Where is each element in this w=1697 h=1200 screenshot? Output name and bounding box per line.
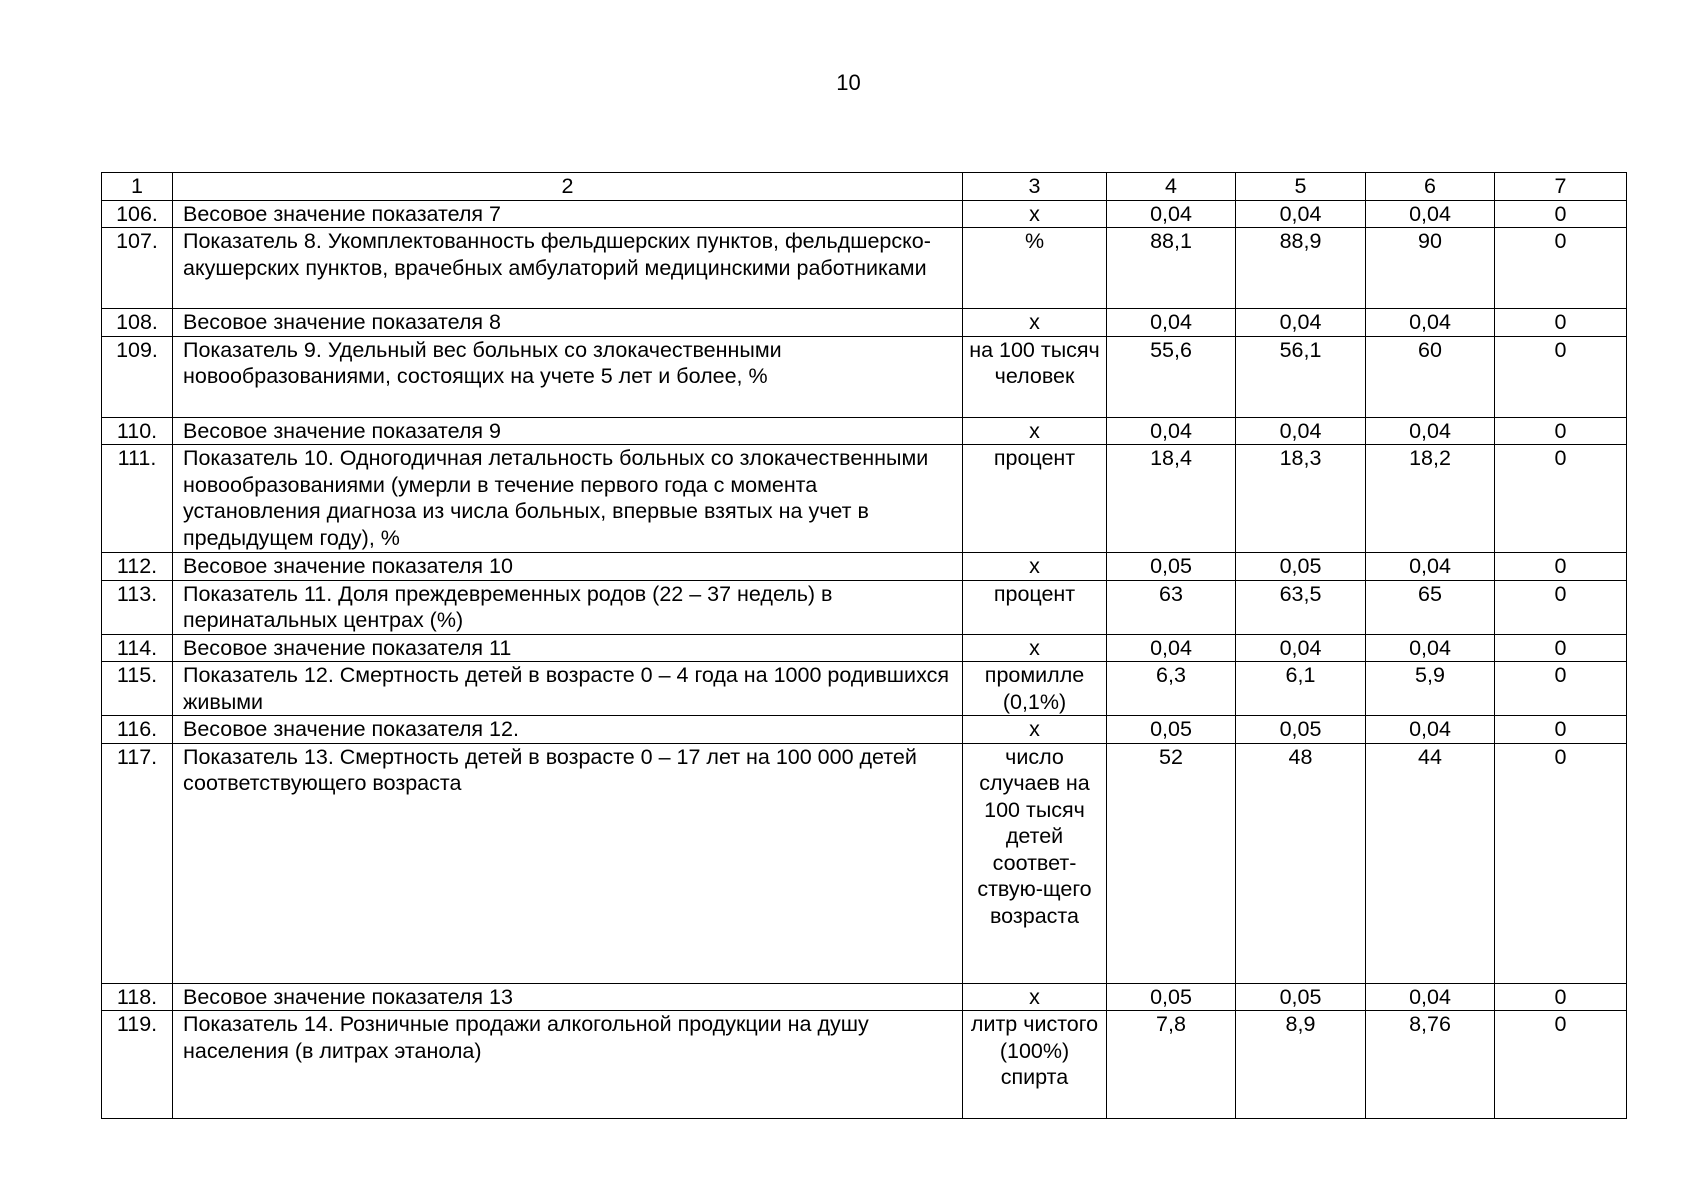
header-cell: 2: [173, 173, 963, 201]
value-col5: 6,1: [1236, 662, 1366, 716]
value-col6: 0,04: [1366, 309, 1495, 337]
value-col5: 0,04: [1236, 417, 1366, 445]
header-row: [102, 173, 1627, 201]
table-row: [102, 309, 1627, 337]
unit: литр чистого (100%) спирта: [963, 1011, 1107, 1119]
header-cell: 3: [963, 173, 1107, 201]
value-col4: 0,04: [1107, 417, 1236, 445]
row-number: 119.: [102, 1011, 173, 1119]
row-number: 113.: [102, 580, 173, 634]
value-col5: 18,3: [1236, 445, 1366, 553]
row-number: 108.: [102, 309, 173, 337]
indicator-name: Весовое значение показателя 9: [173, 417, 963, 445]
indicator-name: Весовое значение показателя 11: [173, 634, 963, 662]
value-col6: 18,2: [1366, 445, 1495, 553]
row-number: 109.: [102, 336, 173, 417]
value-col6: 0,04: [1366, 634, 1495, 662]
value-col4: 88,1: [1107, 228, 1236, 309]
value-col7: 0: [1495, 309, 1627, 337]
value-col5: 0,05: [1236, 716, 1366, 744]
row-number: 117.: [102, 743, 173, 983]
value-col6: 8,76: [1366, 1011, 1495, 1119]
value-col6: 0,04: [1366, 983, 1495, 1011]
unit: х: [963, 983, 1107, 1011]
indicator-name: Весовое значение показателя 13: [173, 983, 963, 1011]
value-col7: 0: [1495, 662, 1627, 716]
value-col5: 0,05: [1236, 983, 1366, 1011]
value-col4: 0,04: [1107, 309, 1236, 337]
value-col4: 63: [1107, 580, 1236, 634]
row-number: 110.: [102, 417, 173, 445]
value-col4: 6,3: [1107, 662, 1236, 716]
row-number: 112.: [102, 553, 173, 581]
table-row: [102, 336, 1627, 417]
indicator-name: Показатель 9. Удельный вес больных со злокачественными новообразованиями, состоящих на учете 5 лет и более, %: [173, 336, 963, 417]
table-row: [102, 743, 1627, 983]
indicator-name: Показатель 10. Одногодичная летальность больных со злокачественными новообразованиями (умерли в течение первого года с момента установления диагноза из числа больных, впервые взятых на учет в предыдущем году), %: [173, 445, 963, 553]
table-row: [102, 417, 1627, 445]
header-cell: 7: [1495, 173, 1627, 201]
value-col6: 44: [1366, 743, 1495, 983]
header-cell: 5: [1236, 173, 1366, 201]
value-col4: 0,05: [1107, 716, 1236, 744]
table-row: [102, 634, 1627, 662]
value-col6: 65: [1366, 580, 1495, 634]
row-number: 116.: [102, 716, 173, 744]
value-col4: 0,05: [1107, 553, 1236, 581]
value-col7: 0: [1495, 445, 1627, 553]
indicator-name: Показатель 8. Укомплектованность фельдшерских пунктов, фельдшерско-акушерских пунктов, врачебных амбулаторий медицинскими работниками: [173, 228, 963, 309]
row-number: 118.: [102, 983, 173, 1011]
value-col6: 0,04: [1366, 553, 1495, 581]
table-row: [102, 662, 1627, 716]
indicator-name: Показатель 13. Смертность детей в возрасте 0 – 17 лет на 100 000 детей соответствующего возраста: [173, 743, 963, 983]
table-row: [102, 553, 1627, 581]
value-col7: 0: [1495, 580, 1627, 634]
unit: процент: [963, 445, 1107, 553]
value-col6: 60: [1366, 336, 1495, 417]
unit: х: [963, 634, 1107, 662]
unit: х: [963, 716, 1107, 744]
value-col5: 88,9: [1236, 228, 1366, 309]
value-col6: 0,04: [1366, 200, 1495, 228]
value-col6: 0,04: [1366, 417, 1495, 445]
value-col7: 0: [1495, 716, 1627, 744]
indicator-name: Весовое значение показателя 7: [173, 200, 963, 228]
value-col5: 8,9: [1236, 1011, 1366, 1119]
row-number: 106.: [102, 200, 173, 228]
row-number: 107.: [102, 228, 173, 309]
value-col5: 56,1: [1236, 336, 1366, 417]
table-row: [102, 983, 1627, 1011]
value-col5: 0,04: [1236, 634, 1366, 662]
value-col4: 0,04: [1107, 200, 1236, 228]
value-col5: 0,04: [1236, 309, 1366, 337]
unit: х: [963, 309, 1107, 337]
unit: %: [963, 228, 1107, 309]
value-col4: 7,8: [1107, 1011, 1236, 1119]
row-number: 114.: [102, 634, 173, 662]
table-row: [102, 580, 1627, 634]
value-col5: 0,04: [1236, 200, 1366, 228]
indicator-name: Весовое значение показателя 10: [173, 553, 963, 581]
value-col6: 0,04: [1366, 716, 1495, 744]
unit: х: [963, 417, 1107, 445]
unit: х: [963, 200, 1107, 228]
value-col5: 63,5: [1236, 580, 1366, 634]
value-col7: 0: [1495, 983, 1627, 1011]
header-cell: 1: [102, 173, 173, 201]
value-col7: 0: [1495, 553, 1627, 581]
value-col6: 90: [1366, 228, 1495, 309]
table-row: [102, 1011, 1627, 1119]
value-col4: 0,05: [1107, 983, 1236, 1011]
value-col7: 0: [1495, 634, 1627, 662]
value-col4: 52: [1107, 743, 1236, 983]
value-col7: 0: [1495, 743, 1627, 983]
table-row: [102, 200, 1627, 228]
value-col7: 0: [1495, 1011, 1627, 1119]
header-cell: 4: [1107, 173, 1236, 201]
indicator-name: Показатель 11. Доля преждевременных родов (22 – 37 недель) в перинатальных центрах (%): [173, 580, 963, 634]
value-col7: 0: [1495, 336, 1627, 417]
page-number: 10: [836, 70, 861, 95]
indicators-table: [101, 172, 1627, 1119]
value-col4: 18,4: [1107, 445, 1236, 553]
value-col5: 48: [1236, 743, 1366, 983]
row-number: 111.: [102, 445, 173, 553]
value-col7: 0: [1495, 200, 1627, 228]
unit: промилле (0,1%): [963, 662, 1107, 716]
value-col7: 0: [1495, 228, 1627, 309]
unit: х: [963, 553, 1107, 581]
indicator-name: Весовое значение показателя 8: [173, 309, 963, 337]
table-row: [102, 445, 1627, 553]
row-number: 115.: [102, 662, 173, 716]
table-row: [102, 228, 1627, 309]
header-cell: 6: [1366, 173, 1495, 201]
indicator-name: Показатель 12. Смертность детей в возрасте 0 – 4 года на 1000 родившихся живыми: [173, 662, 963, 716]
table-row: [102, 716, 1627, 744]
value-col7: 0: [1495, 417, 1627, 445]
value-col4: 55,6: [1107, 336, 1236, 417]
unit: процент: [963, 580, 1107, 634]
indicator-name: Показатель 14. Розничные продажи алкогольной продукции на душу населения (в литрах этанола): [173, 1011, 963, 1119]
unit: число случаев на 100 тысяч детей соответ-ствую-щего возраста: [963, 743, 1107, 983]
value-col4: 0,04: [1107, 634, 1236, 662]
value-col5: 0,05: [1236, 553, 1366, 581]
unit: на 100 тысяч человек: [963, 336, 1107, 417]
indicator-name: Весовое значение показателя 12.: [173, 716, 963, 744]
value-col6: 5,9: [1366, 662, 1495, 716]
